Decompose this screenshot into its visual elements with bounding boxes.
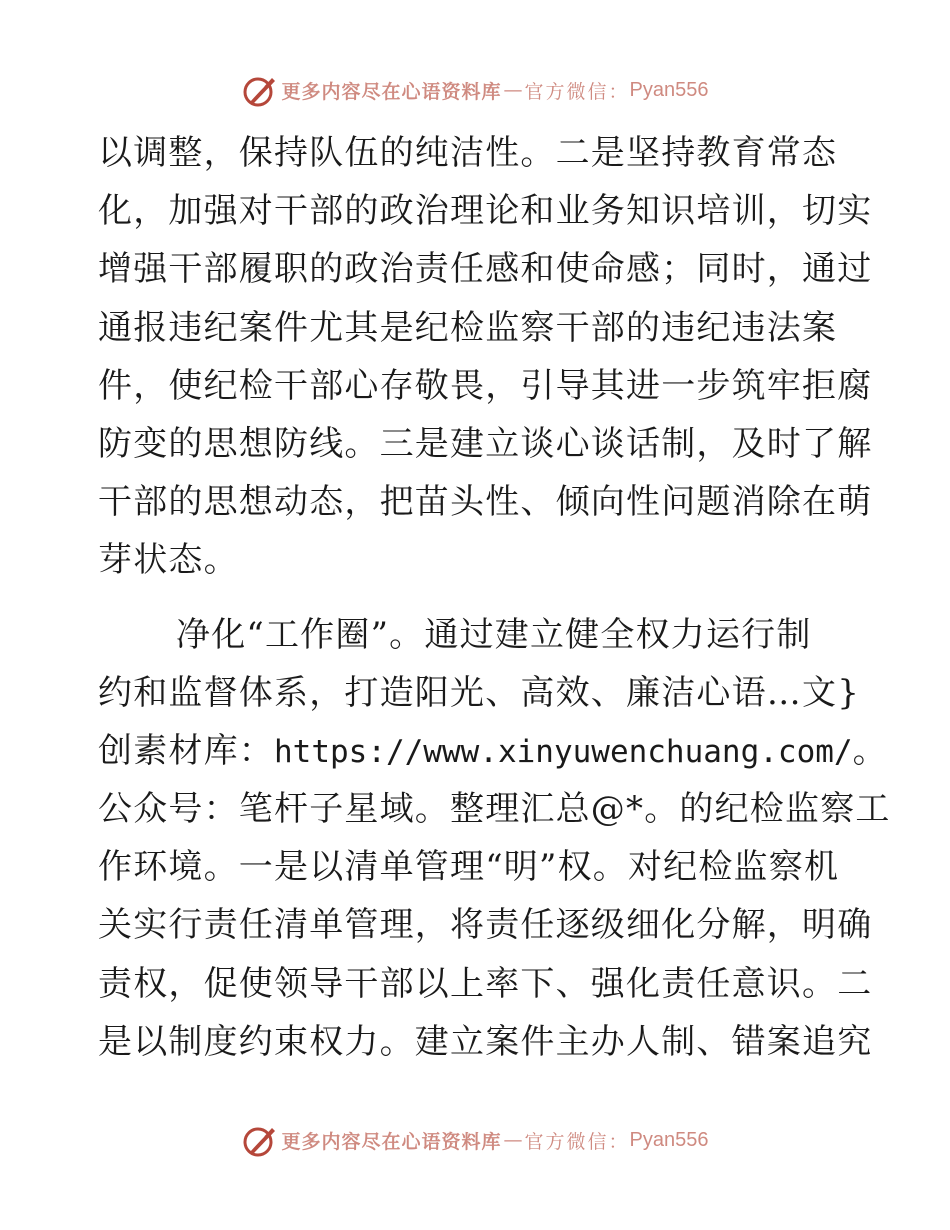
text-line: 干部的思想动态，把苗头性、倾向性问题消除在萌 — [98, 482, 873, 523]
header-wechat-label: 官方微信： — [524, 80, 630, 103]
document-body — [98, 124, 891, 1071]
text-line: 公众号：笔杆子星域。整理汇总@*。的纪检监察工 — [98, 789, 891, 830]
paragraph-1 — [98, 124, 873, 590]
text-line: 是以制度约束权力。建立案件主办人制、错案追究 — [98, 1021, 873, 1062]
url-suffix: 。 — [852, 730, 888, 771]
header-dash: — — [503, 79, 523, 101]
footer-dash: — — [503, 1129, 523, 1151]
text-line: 约和监督体系，打造阳光、高效、廉洁心语…文} — [98, 672, 861, 713]
text-line-url — [98, 722, 888, 780]
text-line: 芽状态。 — [98, 540, 239, 581]
text-line: 件，使纪检干部心存敬畏，引导其进一步筑牢拒腐 — [98, 365, 873, 406]
text-line: 防变的思想防线。三是建立谈心谈话制，及时了解 — [98, 423, 873, 464]
text-line: 以调整，保持队伍的纯洁性。二是坚持教育常态 — [98, 133, 838, 173]
text-line: 作环境。一是以清单管理“明”权。对纪检监察机 — [98, 847, 840, 888]
website-url: https://www.xinyuwenchuang.com/ — [274, 733, 853, 770]
footer-banner — [0, 1120, 950, 1160]
header-text: 更多内容尽在心语资料库 — [281, 80, 502, 103]
header-banner — [0, 70, 950, 110]
paragraph-2 — [98, 606, 891, 1072]
quill-logo-icon — [242, 1122, 278, 1158]
footer-text: 更多内容尽在心语资料库 — [281, 1130, 502, 1153]
text-line: 增强干部履职的政治责任感和使命感；同时，通过 — [98, 249, 873, 290]
text-line: 责权，促使领导干部以上率下、强化责任意识。二 — [98, 963, 873, 1004]
text-line: 化，加强对干部的政治理论和业务知识培训，切实 — [98, 191, 873, 232]
footer-wechat-id: Pyan556 — [629, 1128, 709, 1151]
text-line: 净化“工作圈”。通过建立健全权力运行制 — [176, 614, 812, 655]
quill-logo-icon — [242, 72, 278, 108]
url-prefix: 创素材库： — [98, 730, 274, 771]
text-line: 通报违纪案件尤其是纪检监察干部的违纪违法案 — [98, 307, 838, 348]
text-line: 关实行责任清单管理，将责任逐级细化分解，明确 — [98, 905, 873, 946]
header-wechat-id: Pyan556 — [629, 78, 709, 101]
footer-wechat-label: 官方微信： — [524, 1130, 630, 1153]
